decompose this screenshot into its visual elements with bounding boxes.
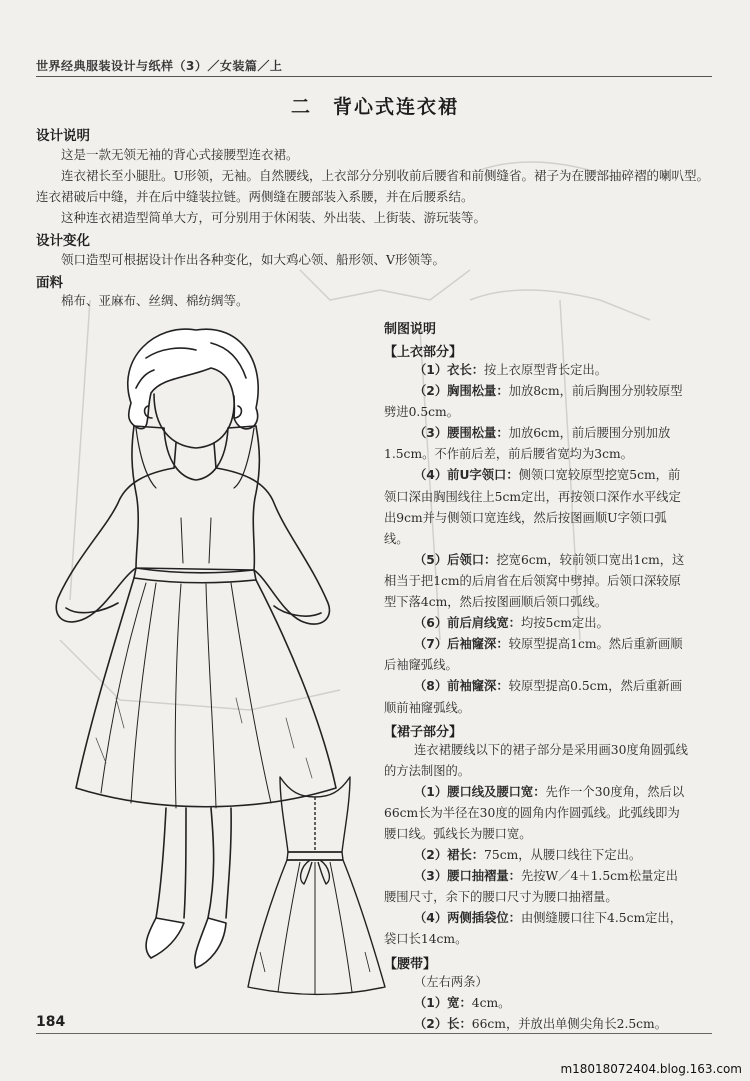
bodice-item: （1）衣长：按上衣原型背长定出。 (414, 363, 608, 377)
variation-para: 领口造型可根据设计作出各种变化，如大鸡心领、船形领、V形领等。 (61, 252, 446, 267)
belt-item: （1）宽：4cm。 (414, 995, 511, 1010)
running-header: 世界经典服装设计与纸样（3）／女装篇／上 (36, 59, 283, 73)
drafting-instructions (384, 318, 689, 1035)
bodice-item: （7）后袖窿深：较原型提高1cm。然后重新画顺后袖窿弧线。 (384, 637, 683, 673)
bodice-item: （2）胸围松量：加放8cm，前后胸围分别较原型劈进0.5cm。 (384, 384, 683, 420)
skirt-item: （4）两侧插袋位：由侧缝腰口往下4.5cm定出，袋口长14cm。 (384, 911, 683, 947)
page-number: 184 (36, 1014, 66, 1030)
fabric-para: 棉布、亚麻布、丝绸、棉纺绸等。 (61, 293, 249, 308)
bodice-item: （5）后领口：挖宽6cm，较前领口宽出1cm，这相当于把1cm的后肩省在后领窝中劈掉。后领口深较原型下落4cm，然后按图画顺后领口弧线。 (384, 552, 685, 610)
variation-heading: 设计变化 (36, 233, 90, 249)
skirt-heading: 【裙子部分】 (384, 724, 463, 740)
skirt-intro: 连衣裙腰线以下的裙子部分是采用画30度角圆弧线的方法制图的。 (384, 742, 688, 778)
bodice-heading: 【上衣部分】 (384, 345, 463, 360)
page-title: 二 背心式连衣裙 (290, 96, 459, 118)
belt-heading: 【腰带】 (384, 956, 437, 972)
design-para-1: 这是一款无领无袖的背心式接腰型连衣裙。 (61, 147, 299, 162)
skirt-item: （2）裙长：75cm，从腰口线往下定出。 (414, 848, 642, 863)
bodice-item: （4）前U字领口：侧领口宽较原型挖宽5cm，前领口深由胸围线往上5cm定出，再按领口深作水平线定出9cm并与侧领口宽连线，然后按图画顺U字领口弧线。 (384, 468, 681, 546)
footer-divider (36, 1033, 712, 1034)
skirt-item: （3）腰口抽褶量：先按W／4＋1.5cm松量定出腰围尺寸，余下的腰口尺寸为腰口抽褶量。 (384, 869, 678, 905)
design-para-3: 这种连衣裙造型简单大方，可分别用于休闲装、外出装、上街装、游玩装等。 (61, 210, 487, 225)
design-heading: 设计说明 (36, 128, 90, 144)
bodice-item: （6）前后肩线宽：均按5cm定出。 (414, 616, 609, 631)
skirt-item: （1）腰口线及腰口宽：先作一个30度角，然后以66cm长为半径在30度的圆角内作圆弧线。此弧线即为腰口线。弧线长为腰口宽。 (384, 784, 685, 841)
watermark: m18018072404.blog.163.com (560, 1062, 742, 1076)
fabric-heading: 面料 (36, 275, 63, 291)
design-para-2: 连衣裙长至小腿肚。U形领，无袖。自然腰线，上衣部分分别收前后腰省和前侧缝省。裙子为在腰部抽碎褶的喇叭型。连衣裙破后中缝，并在后中缝装拉链。两侧缝在腰部装入系腰，并在后腰系结。 (36, 168, 710, 204)
bodice-item: （3）腰围松量：加放6cm，前后腰围分别加放1.5cm。不作前后差，前后腰省宽均为3cm。 (384, 426, 671, 462)
bodice-item: （8）前袖窿深：较原型提高0.5cm，然后重新画顺前袖窿弧线。 (384, 679, 683, 715)
dress-back-illustration (240, 772, 390, 1002)
belt-note: （左右两条） (414, 974, 488, 989)
drafting-heading: 制图说明 (384, 322, 437, 337)
header-divider (36, 76, 712, 77)
belt-item: （2）长：66cm，并放出单侧尖角长2.5cm。 (414, 1016, 668, 1031)
